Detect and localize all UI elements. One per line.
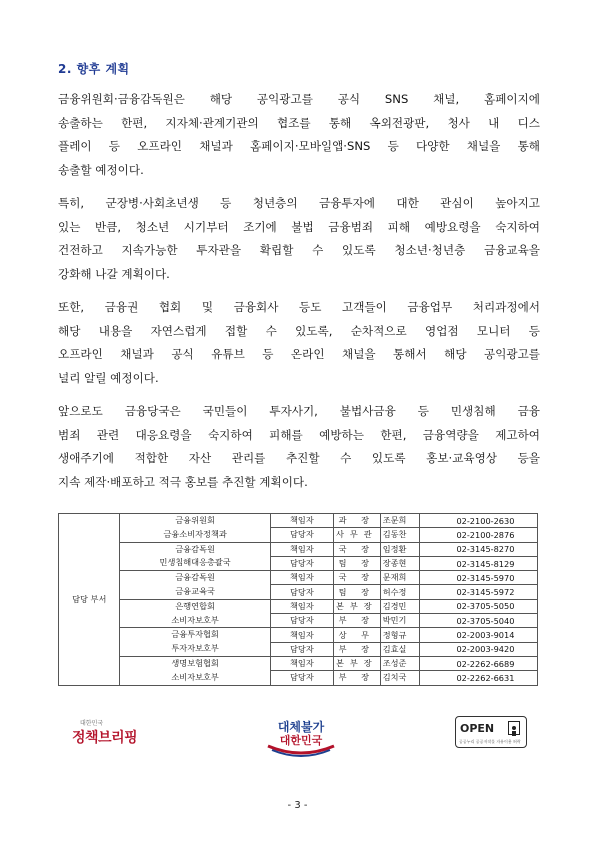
- policy-briefing-logo: [72, 718, 142, 754]
- paragraph-line: 송출하는 한편, 지자체·관계기관의 협조를 통해 옥외전광판, 청사 내 디스: [58, 115, 540, 130]
- org-name: 은행연합회: [175, 600, 215, 611]
- name-cell: 문재희: [380, 571, 420, 585]
- position-cell: 국 장: [333, 571, 380, 585]
- phone-cell: 02-3145-5970: [420, 571, 538, 585]
- position-cell: 팀 장: [333, 556, 380, 570]
- logo-wordmark: 정책브리핑: [72, 730, 138, 746]
- name-cell: 김치국: [380, 671, 420, 685]
- role-cell: 책임자: [270, 628, 333, 642]
- role-cell: 책임자: [270, 599, 333, 613]
- role-cell: 책임자: [270, 542, 333, 556]
- section-title: 2. 향후 계획: [58, 62, 130, 76]
- org-name: 금융감독원: [175, 572, 215, 583]
- phone-cell: 02-2262-6631: [420, 671, 538, 685]
- role-cell: 담당자: [270, 614, 333, 628]
- org-cell: [120, 571, 270, 600]
- phone-cell: 02-2262-6689: [420, 656, 538, 670]
- paragraph-line: 범죄 관련 대응요령을 숙지하여 피해를 예방하는 한편, 금융역량을 제고하여: [58, 427, 540, 442]
- position-cell: 부 장: [333, 614, 380, 628]
- position-cell: 상 무: [333, 628, 380, 642]
- name-cell: 김경민: [380, 599, 420, 613]
- paragraph-line: 금융위원회·금융감독원은 해당 공익광고를 공식 SNS 채널, 홈페이지에: [58, 92, 540, 106]
- org-division: 소비자보호부: [171, 671, 219, 682]
- role-cell: 책임자: [270, 571, 333, 585]
- paragraph-line: 널리 알릴 예정이다.: [58, 370, 159, 385]
- paragraph-future-plan: [58, 400, 540, 494]
- org-cell: [120, 656, 270, 685]
- license-caption: 공공누리 공공저작물 자유이용 허락: [459, 739, 521, 744]
- slogan-line1: 대체불가: [277, 720, 325, 734]
- kogl-open-license-badge: [455, 716, 527, 748]
- korea-slogan-logo: [262, 716, 340, 758]
- phone-cell: 02-2003-9420: [420, 642, 538, 656]
- org-division: 소비자보호부: [171, 614, 219, 625]
- person-icon: [508, 721, 520, 735]
- open-label: OPEN: [460, 722, 495, 735]
- paragraph-distribution-plan: [58, 88, 540, 182]
- table-row: [59, 628, 538, 642]
- paragraph-line: 지속 제작·배포하고 적극 홍보를 추진할 계획이다.: [58, 474, 308, 489]
- role-cell: 담당자: [270, 671, 333, 685]
- phone-cell: 02-3705-5050: [420, 599, 538, 613]
- org-division: 투자자보호부: [171, 643, 219, 654]
- position-cell: 본부장: [333, 656, 380, 670]
- contact-table: [58, 513, 538, 686]
- slogan-line2: 대한민국: [279, 734, 323, 747]
- logo-caption: 대한민국: [80, 720, 104, 727]
- paragraph-industry-channels: [58, 296, 540, 390]
- role-cell: 담당자: [270, 585, 333, 599]
- role-cell: 담당자: [270, 642, 333, 656]
- paragraph-line: 건전하고 지속가능한 투자관을 확립할 수 있도록 청소년·청년층 금융교육을: [58, 243, 540, 257]
- paragraph-line: 앞으로도 금융당국은 국민들이 투자사기, 불법사금융 등 민생침해 금융: [58, 404, 540, 418]
- paragraph-line: 송출할 예정이다.: [58, 162, 144, 177]
- name-cell: 임정환: [380, 542, 420, 556]
- position-cell: 팀 장: [333, 585, 380, 599]
- paragraph-youth-education: [58, 192, 540, 286]
- name-cell: 허수정: [380, 585, 420, 599]
- role-cell: 담당자: [270, 528, 333, 542]
- name-cell: 김동찬: [380, 528, 420, 542]
- org-division: 민생침해대응총괄국: [159, 557, 231, 568]
- org-cell: [120, 599, 270, 628]
- paragraph-line: 특히, 군장병·사회초년생 등 청년층의 금융투자에 대한 관심이 높아지고: [58, 196, 540, 210]
- org-cell: [120, 628, 270, 657]
- org-name: 금융감독원: [175, 543, 215, 554]
- position-cell: 과 장: [333, 514, 380, 528]
- position-cell: 사무관: [333, 528, 380, 542]
- position-cell: 국 장: [333, 542, 380, 556]
- paragraph-line: 있는 반큼, 청소년 시기부터 조기에 불법 금융범죄 피해 예방요령을 숙지하여: [58, 219, 540, 234]
- phone-cell: 02-2100-2876: [420, 528, 538, 542]
- name-cell: 조성준: [380, 656, 420, 670]
- phone-cell: 02-2100-2630: [420, 514, 538, 528]
- org-name: 금융투자협회: [171, 629, 219, 640]
- phone-cell: 02-3705-5040: [420, 614, 538, 628]
- org-name: 금융위원회: [175, 515, 215, 525]
- paragraph-line: 또한, 금융권 협회 및 금융회사 등도 고객들이 금융업무 처리과정에서: [58, 300, 540, 314]
- phone-cell: 02-2003-9014: [420, 628, 538, 642]
- paragraph-line: 플레이 등 오프라인 채널과 홈페이지·모바일앱·SNS 등 다양한 채널을 통해: [58, 139, 540, 153]
- dept-label: 담당 부서: [59, 514, 120, 686]
- table-row: [59, 542, 538, 556]
- position-cell: 부 장: [333, 642, 380, 656]
- org-name: 생명보험협회: [171, 657, 219, 668]
- position-cell: 본부장: [333, 599, 380, 613]
- name-cell: 박민기: [380, 614, 420, 628]
- paragraph-line: 오프라인 채널과 공식 유튜브 등 온라인 채널을 통해서 해당 공익광고를: [58, 347, 540, 361]
- paragraph-line: 강화해 나갈 계획이다.: [58, 266, 170, 281]
- org-cell: [120, 514, 270, 543]
- name-cell: 조문희: [380, 514, 420, 528]
- phone-cell: 02-3145-5972: [420, 585, 538, 599]
- table-row: [59, 599, 538, 613]
- position-cell: 부 장: [333, 671, 380, 685]
- paragraph-line: 해당 내용을 자연스럽게 접할 수 있도록, 순차적으로 영업점 모니터 등: [58, 323, 540, 338]
- role-cell: 책임자: [270, 514, 333, 528]
- page-number: - 3 -: [287, 800, 308, 811]
- name-cell: 정형규: [380, 628, 420, 642]
- org-cell: [120, 542, 270, 571]
- table-row: [59, 656, 538, 670]
- org-division: 금융소비자정책과: [163, 528, 227, 539]
- name-cell: 장종현: [380, 556, 420, 570]
- name-cell: 김효실: [380, 642, 420, 656]
- phone-cell: 02-3145-8270: [420, 542, 538, 556]
- table-row: [59, 571, 538, 585]
- org-division: 금융교육국: [175, 585, 215, 596]
- paragraph-line: 생애주기에 적합한 자산 관리를 추진할 수 있도록 홍보·교육영상 등을: [58, 451, 540, 465]
- role-cell: 책임자: [270, 656, 333, 670]
- role-cell: 담당자: [270, 556, 333, 570]
- slogan-emblem-icon: [262, 716, 340, 758]
- table-row: [59, 514, 538, 528]
- phone-cell: 02-3145-8129: [420, 556, 538, 570]
